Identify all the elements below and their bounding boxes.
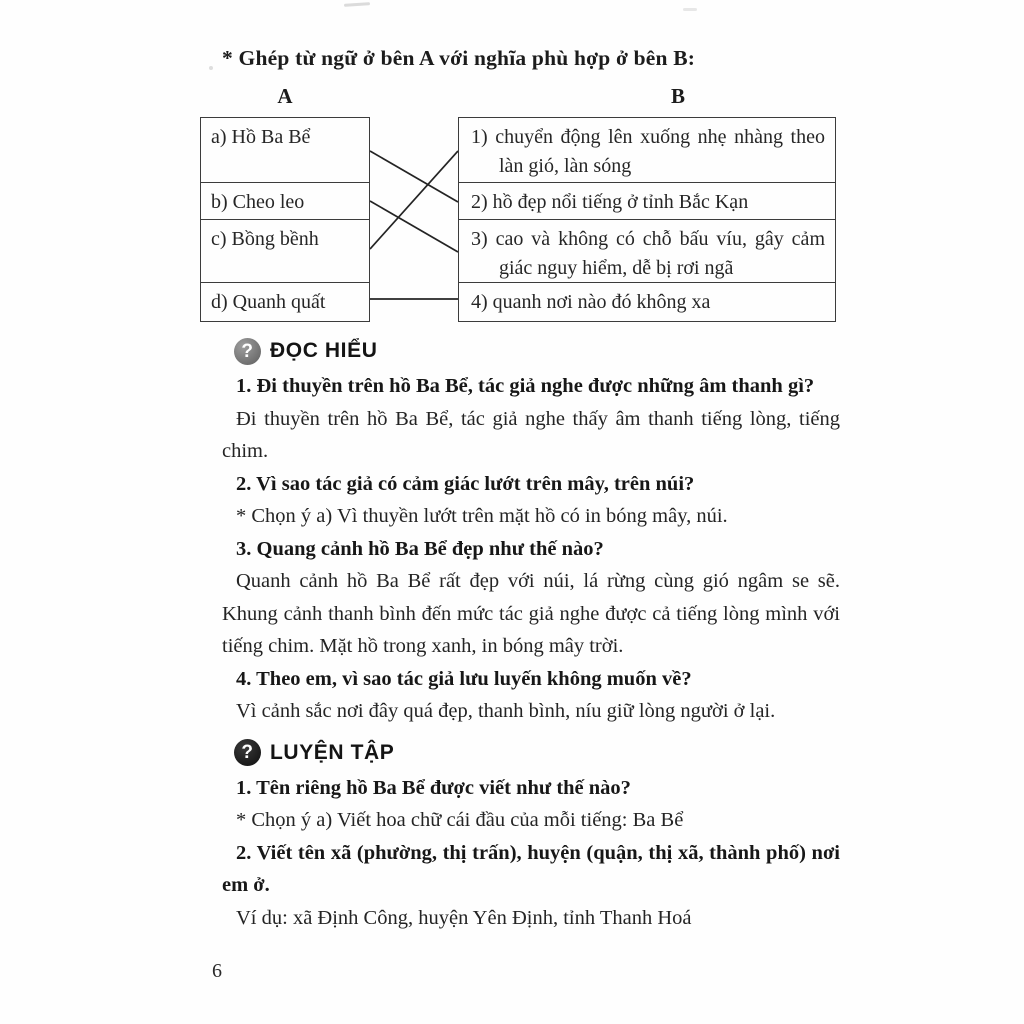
connection-lines [370, 117, 458, 322]
question-paragraph: 2. Viết tên xã (phường, thị trấn), huyện (quận, thị xã, thành phố) nơi em ở. [222, 841, 840, 896]
column-b-box [458, 117, 836, 322]
line-a-to-2 [370, 151, 458, 202]
matching-diagram [200, 84, 836, 324]
column-a-header: A [277, 84, 293, 108]
question-paragraph: 4. Theo em, vì sao tác giả lưu luyến không muốn về? [236, 667, 692, 690]
question-paragraph: 1. Đi thuyền trên hồ Ba Bể, tác giả nghe được những âm thanh gì? [236, 375, 815, 397]
match-def-4: 4) quanh nơi nào đó không xa [459, 282, 835, 320]
match-item-c: c) Bồng bềnh [201, 219, 369, 282]
section-title: ĐỌC HIỂU [270, 339, 378, 362]
example-paragraph: Ví dụ: xã Định Công, huyện Yên Định, tỉnh Thanh Hoá [236, 906, 692, 929]
match-item-d: d) Quanh quất [201, 282, 369, 320]
match-def-2: 2) hồ đẹp nổi tiếng ở tỉnh Bắc Kạn [459, 182, 835, 219]
section-header-doc-hieu [234, 336, 840, 366]
answer-paragraph: * Chọn ý a) Viết hoa chữ cái đầu của mỗi tiếng: Ba Bể [236, 809, 684, 831]
main-text-column [222, 336, 840, 934]
question-paragraph: 3. Quang cảnh hồ Ba Bể đẹp như thế nào? [236, 537, 604, 560]
scan-artifact [209, 66, 213, 70]
match-def-3: 3) cao và không có chỗ bấu víu, gây cảm giác nguy hiểm, dễ bị rơi ngã [459, 219, 835, 282]
scan-artifact [344, 2, 370, 7]
answer-paragraph: Vì cảnh sắc nơi đây quá đẹp, thanh bình, níu giữ lòng người ở lại. [236, 700, 776, 722]
question-paragraph: 1. Tên riêng hồ Ba Bể được viết như thế nào? [236, 776, 631, 799]
exercise-title: * Ghép từ ngữ ở bên A với nghĩa phù hợp ở bên B: [222, 46, 696, 70]
match-def-1: 1) chuyển động lên xuống nhẹ nhàng theo làn gió, làn sóng [471, 126, 825, 177]
line-c-to-1 [370, 151, 458, 249]
column-b-header: B [670, 84, 685, 108]
section-header-luyen-tap [234, 738, 840, 768]
answer-paragraph: Đi thuyền trên hồ Ba Bể, tác giả nghe thấy âm thanh tiếng lòng, tiếng chim. [222, 407, 840, 462]
question-paragraph: 2. Vì sao tác giả có cảm giác lướt trên mây, trên núi? [236, 472, 695, 495]
answer-paragraph: Quanh cảnh hồ Ba Bể rất đẹp với núi, lá rừng cùng gió ngâm se sẽ. Khung cảnh thanh bình đến mức tác giả nghe được cả tiếng lòng mình với tiếng chim. Mặt hồ trong xanh, in bóng mây trời. [222, 570, 840, 657]
match-item-b: b) Cheo leo [201, 182, 369, 219]
match-item-a: a) Hồ Ba Bể [211, 126, 311, 148]
question-circle-icon: ? [234, 338, 261, 365]
column-a-box [200, 117, 370, 322]
answer-paragraph: * Chọn ý a) Vì thuyền lướt trên mặt hồ có in bóng mây, núi. [236, 505, 728, 527]
page-number: 6 [212, 960, 222, 982]
section-title: LUYỆN TẬP [270, 740, 395, 764]
scan-artifact [683, 8, 697, 11]
question-circle-icon: ? [234, 739, 261, 766]
line-b-to-3 [370, 201, 458, 252]
